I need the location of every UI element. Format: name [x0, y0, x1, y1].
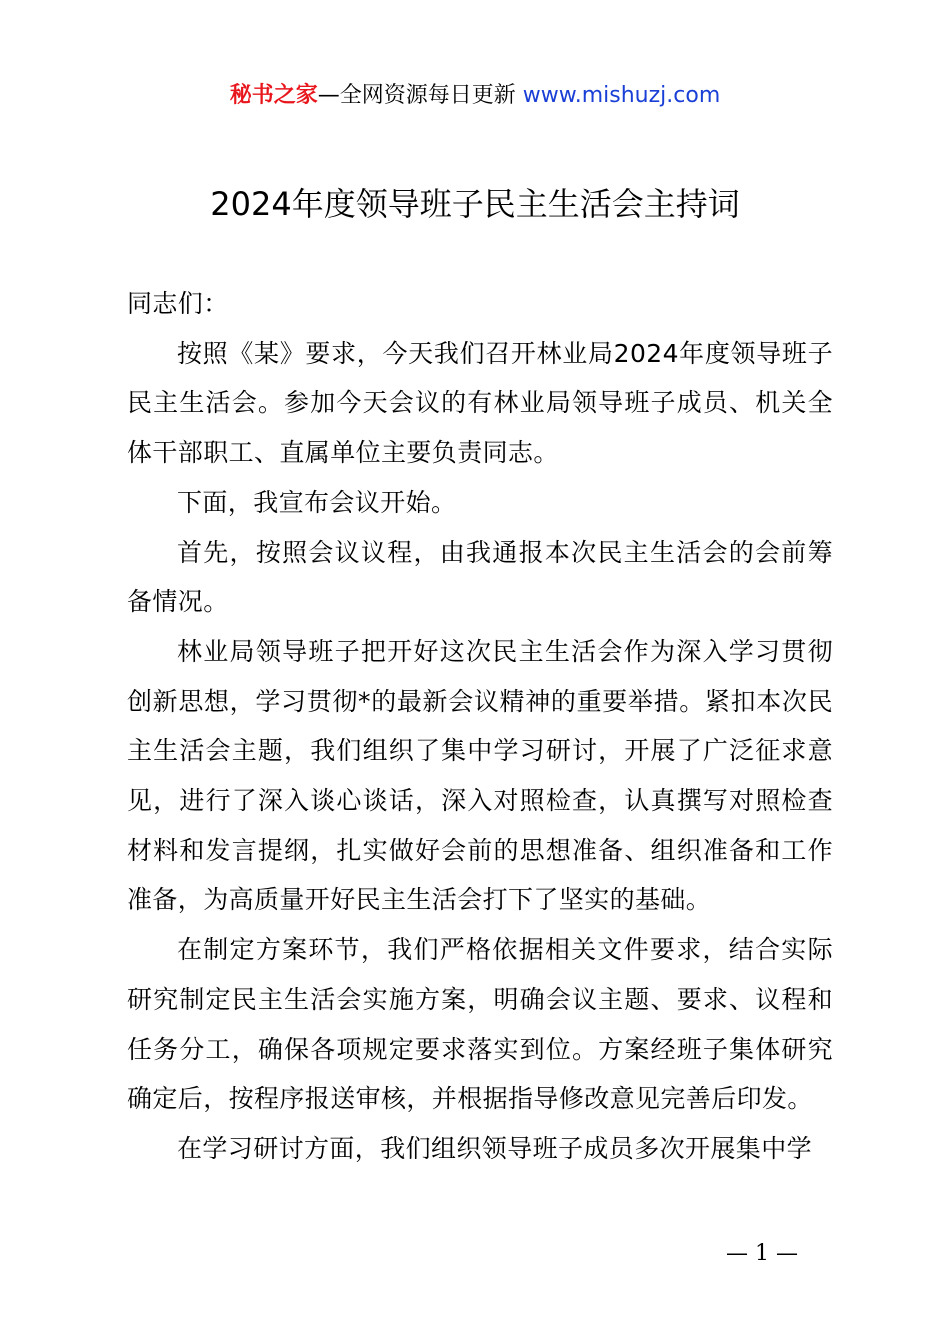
- page-number: — 1 —: [726, 1241, 798, 1266]
- header-tagline: —全网资源每日更新: [317, 83, 516, 108]
- paragraph: 按照《某》要求，今天我们召开林业局2024年度领导班子民主生活会。参加今天会议的有林业局领导班子成员、机关全体干部职工、直属单位主要负责同志。: [127, 338, 833, 468]
- site-header: [0, 80, 950, 112]
- paragraph: 在学习研讨方面，我们组织领导班子成员多次开展集中学: [177, 1133, 813, 1163]
- site-url-link[interactable]: www.mishuzj.com: [522, 83, 721, 108]
- salutation: 同志们：: [127, 289, 229, 318]
- paragraph: 在制定方案环节，我们严格依据相关文件要求，结合实际研究制定民主生活会实施方案，明确会议主题、要求、议程和任务分工，确保各项规定要求落实到位。方案经班子集体研究确定后，按程序报送审核，并根据指导修改意见完善后印发。: [127, 935, 833, 1114]
- paragraph: 林业局领导班子把开好这次民主生活会作为深入学习贯彻创新思想，学习贯彻*的最新会议精神的重要举措。紧扣本次民主生活会主题，我们组织了集中学习研讨，开展了广泛征求意见，进行了深入谈心谈话，深入对照检查，认真撰写对照检查材料和发言提纲，扎实做好会前的思想准备、组织准备和工作准备，为高质量开好民主生活会打下了坚实的基础。: [127, 636, 833, 915]
- paragraph: 首先，按照会议议程，由我通报本次民主生活会的会前筹备情况。: [127, 537, 833, 617]
- document-body: [127, 279, 833, 1174]
- paragraph: 下面，我宣布会议开始。: [177, 487, 457, 517]
- brand-name: 秘书之家: [229, 83, 318, 108]
- document-title: 2024年度领导班子民主生活会主持词: [210, 185, 740, 223]
